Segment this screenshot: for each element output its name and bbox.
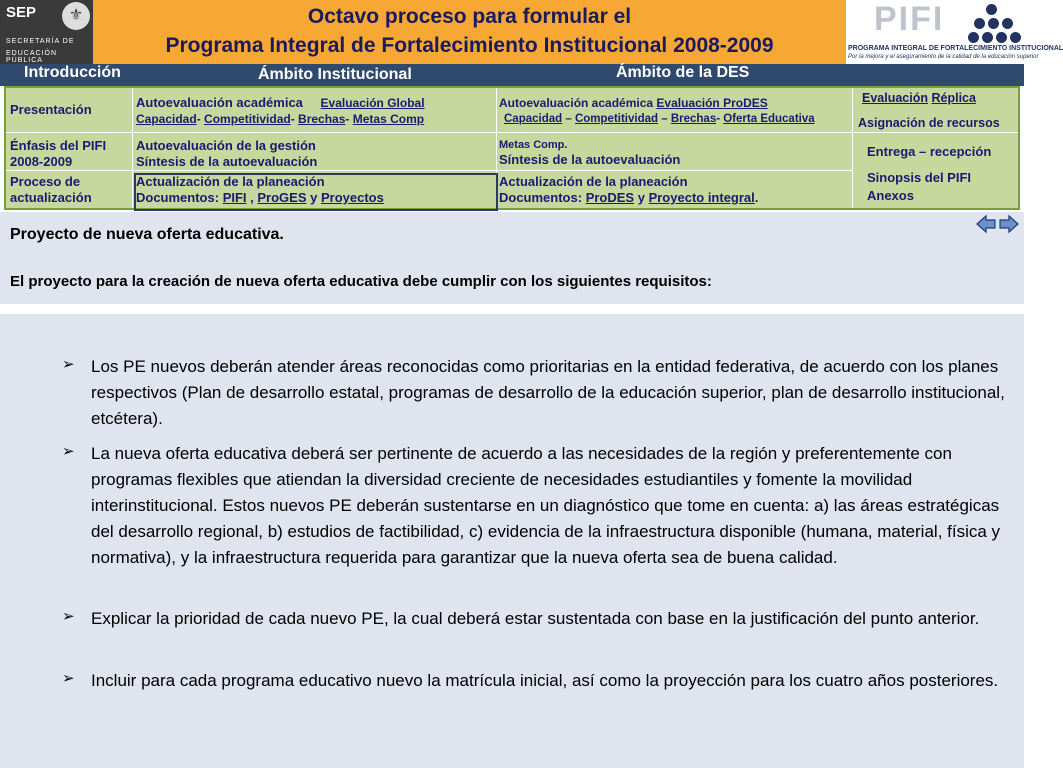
link-prodes[interactable]: ProDES [585, 190, 635, 205]
slide-navigation [976, 214, 1020, 236]
nav-anexos[interactable]: Anexos [867, 188, 914, 203]
nav-documentos-des: Documentos: ProDES y Proyecto integral. [499, 190, 759, 205]
nav-proceso-actualizacion[interactable]: Proceso de actualización [10, 174, 92, 205]
bullet-item [62, 441, 1012, 571]
nav-sinopsis[interactable]: Sinopsis del PIFI [867, 170, 972, 185]
mexican-seal-icon: ⚜ [62, 2, 90, 30]
link-replica[interactable]: Réplica [931, 91, 976, 105]
header [0, 0, 1063, 64]
link-capacidad-des[interactable]: Capacidad [504, 113, 563, 125]
nav-autoeval-gestion[interactable]: Autoevaluación de la gestión [136, 138, 316, 153]
autoeval-academica-label[interactable]: Autoevaluación académica [136, 95, 303, 110]
nav-actualizacion-des[interactable]: Actualización de la planeación [499, 174, 688, 189]
tab-bar [0, 64, 1024, 86]
link-evaluacion-global[interactable]: Evaluación Global [320, 96, 425, 110]
content-panel [0, 314, 1024, 768]
link-proyectos[interactable]: Proyectos [320, 190, 384, 205]
title-bar [93, 0, 846, 64]
nav-capacidad-row-des: Capacidad – Competitividad – Brechas- Oferta Educativa [504, 113, 815, 125]
link-brechas-des[interactable]: Brechas [670, 113, 717, 125]
tab-ambito-des[interactable]: Ámbito de la DES [616, 64, 750, 81]
forward-arrow-icon[interactable] [999, 214, 1019, 234]
tab-ambito-institucional[interactable]: Ámbito Institucional [258, 66, 412, 83]
bullet-text: Los PE nuevos deberán atender áreas reconocidas como prioritarias en la entidad federativa, de acuerdo con los planes respectivos (Plan de desarrollo estatal, programas de desarrollo de la educación superior, plan de desarrollo institucional, etcétera). [91, 357, 1005, 428]
y-label-inst: y [310, 190, 318, 205]
nav-presentacion[interactable]: Presentación [10, 102, 92, 117]
nav-autoeval-academica-des [499, 96, 768, 110]
section-gap [0, 304, 1024, 314]
nav-entrega-recepcion[interactable]: Entrega – recepción [867, 144, 992, 159]
link-proyecto-integral[interactable]: Proyecto integral [648, 190, 755, 205]
arrow-bullet-icon: ➢ [62, 443, 75, 460]
pifi-logo [846, 0, 1063, 64]
bullet-text: La nueva oferta educativa deberá ser pertinente de acuerdo a las necesidades de la región y preferentemente con programas flexibles que atiendan la diversidad creciente de necesidades estudiantiles y fomente la movilidad interinstitucional. Estos nuevos PE deberán sustentarse en un diagnóstico que tome en cuenta: a) las áreas estratégicas del desarrollo regional, b) estudios de factibilidad, c) evidencia de la infraestructura disponible (humana, material, física y normativa), y la infraestructura requerida para garantizar que la nueva oferta sea de buena calidad. [91, 444, 1001, 567]
link-competitividad-des[interactable]: Competitividad [574, 113, 659, 125]
arrow-bullet-icon: ➢ [62, 608, 75, 625]
pifi-dots-icon [964, 4, 1020, 44]
current-selection-box [134, 173, 498, 211]
y-label-des: y [637, 190, 645, 205]
autoeval-academica-des-label[interactable]: Autoevaluación académica [499, 96, 654, 110]
nav-metas-comp-des[interactable]: Metas Comp. [499, 139, 568, 151]
sep-name-line1: SECRETARÍA DE [6, 38, 75, 45]
back-arrow-icon[interactable] [976, 214, 996, 234]
arrow-bullet-icon: ➢ [62, 670, 75, 687]
nav-autoeval-academica-inst [136, 95, 425, 110]
nav-sintesis-des[interactable]: Síntesis de la autoevaluación [499, 152, 681, 167]
section-title: Proyecto de nueva oferta educativa. [10, 226, 284, 243]
section-header [0, 212, 1024, 304]
nav-asignacion-recursos[interactable]: Asignación de recursos [858, 116, 1000, 130]
link-oferta-educativa[interactable]: Oferta Educativa [723, 113, 815, 125]
arrow-bullet-icon: ➢ [62, 356, 75, 373]
documentos-label-des: Documentos: [499, 190, 583, 205]
bullet-text: Incluir para cada programa educativo nuevo la matrícula inicial, así como la proyección para los cuatro años posteriores. [91, 671, 999, 690]
link-evaluacion[interactable]: Evaluación [862, 91, 928, 105]
link-proges[interactable]: ProGES [257, 190, 307, 205]
nav-documentos-inst: Documentos: PIFI , ProGES y Proyectos [136, 190, 384, 205]
pifi-tagline-line1: PROGRAMA INTEGRAL DE FORTALECIMIENTO INSTITUCIONAL [848, 45, 1063, 52]
pifi-wordmark: PIFI [874, 0, 945, 38]
section-subtitle: El proyecto para la creación de nueva oferta educativa debe cumplir con los siguientes requisitos: [10, 273, 712, 290]
sep-logo [0, 0, 93, 64]
page-title-line1: Octavo proceso para formular el [307, 5, 632, 28]
bullet-item [62, 606, 1012, 632]
link-capacidad-inst[interactable]: Capacidad [136, 112, 197, 126]
link-brechas-inst[interactable]: Brechas [298, 112, 346, 126]
bullet-item [62, 354, 1012, 432]
documentos-label-inst: Documentos: [136, 190, 220, 205]
tab-introduccion[interactable]: Introducción [24, 64, 121, 81]
nav-enfasis[interactable]: Énfasis del PIFI 2008-2009 [10, 138, 107, 169]
sep-initials: SEP [6, 4, 37, 21]
link-pifi[interactable]: PIFI [222, 190, 247, 205]
nav-actualizacion-inst[interactable]: Actualización de la planeación [136, 174, 325, 189]
bullet-text: Explicar la prioridad de cada nuevo PE, la cual deberá estar sustentada con base en la justificación del punto anterior. [91, 609, 980, 628]
nav-sintesis-inst[interactable]: Síntesis de la autoevaluación [136, 154, 318, 169]
link-metas-comp-inst[interactable]: Metas Comp [352, 112, 425, 126]
nav-evaluacion-replica [862, 91, 976, 105]
pifi-tagline-line2: Por la mejora y el aseguramiento de la calidad de la educación superior [848, 54, 1039, 60]
link-evaluacion-prodes[interactable]: Evaluación ProDES [656, 96, 768, 110]
bullet-item [62, 668, 1012, 694]
link-competitividad-inst[interactable]: Competitividad [204, 112, 291, 126]
page-title-line2: Programa Integral de Fortalecimiento Institucional 2008-2009 [165, 34, 774, 57]
navigation-grid [4, 86, 1020, 210]
nav-capacidad-row-inst: Capacidad- Competitividad- Brechas- Metas Comp [136, 112, 425, 126]
sep-name-line2: EDUCACIÓN PÚBLICA [6, 50, 58, 64]
